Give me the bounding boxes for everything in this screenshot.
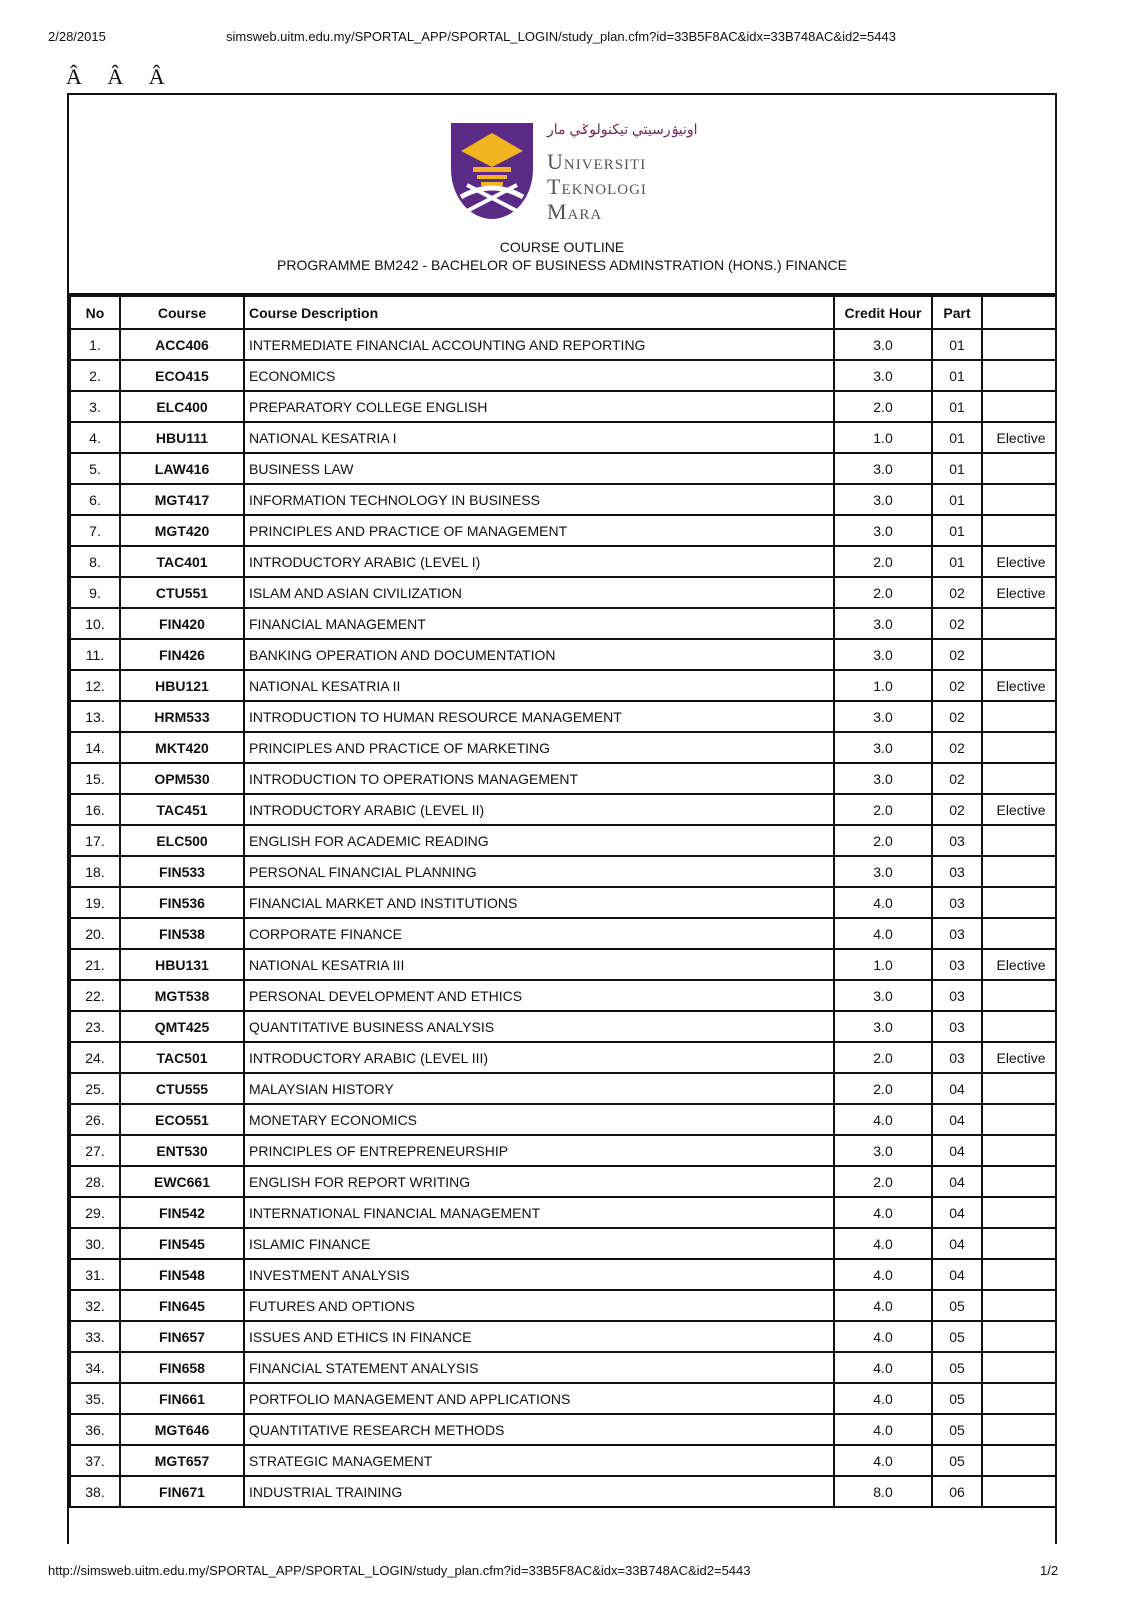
row-description: ENGLISH FOR ACADEMIC READING (244, 825, 834, 856)
row-part: 01 (932, 391, 982, 422)
row-credit-hour: 2.0 (834, 1166, 932, 1197)
row-course-code: HRM533 (120, 701, 244, 732)
row-note (982, 701, 1057, 732)
row-part: 03 (932, 1042, 982, 1073)
row-note (982, 1228, 1057, 1259)
row-note (982, 329, 1057, 360)
row-note (982, 1073, 1057, 1104)
table-row (70, 422, 1057, 453)
row-description: ISLAMIC FINANCE (244, 1228, 834, 1259)
row-description: BANKING OPERATION AND DOCUMENTATION (244, 639, 834, 670)
uitm-crest-icon (447, 119, 537, 221)
row-note: Elective (982, 1042, 1057, 1073)
row-no: 21. (70, 949, 120, 980)
row-course-code: FIN645 (120, 1290, 244, 1321)
header-part: Part (932, 296, 982, 329)
page-number: 1/2 (1040, 1563, 1059, 1578)
row-course-code: FIN658 (120, 1352, 244, 1383)
row-note (982, 515, 1057, 546)
table-row (70, 453, 1057, 484)
table-row (70, 1414, 1057, 1445)
row-credit-hour: 3.0 (834, 763, 932, 794)
row-course-code: FIN533 (120, 856, 244, 887)
row-course-code: MGT657 (120, 1445, 244, 1476)
row-description: MALAYSIAN HISTORY (244, 1073, 834, 1104)
row-description: ISLAM AND ASIAN CIVILIZATION (244, 577, 834, 608)
row-no: 15. (70, 763, 120, 794)
header-course: Course (120, 296, 244, 329)
row-course-code: CTU555 (120, 1073, 244, 1104)
row-note (982, 391, 1057, 422)
row-part: 06 (932, 1476, 982, 1507)
row-no: 2. (70, 360, 120, 391)
row-course-code: FIN548 (120, 1259, 244, 1290)
row-credit-hour: 2.0 (834, 577, 932, 608)
table-row (70, 329, 1057, 360)
table-row (70, 484, 1057, 515)
row-course-code: FIN538 (120, 918, 244, 949)
row-no: 13. (70, 701, 120, 732)
row-description: PERSONAL FINANCIAL PLANNING (244, 856, 834, 887)
table-row (70, 1166, 1057, 1197)
row-part: 03 (932, 949, 982, 980)
row-credit-hour: 4.0 (834, 918, 932, 949)
row-no: 5. (70, 453, 120, 484)
jawi-script-logo: اونيۏرسيتي تيكنولوݢي مار (547, 121, 698, 137)
row-note (982, 484, 1057, 515)
row-part: 03 (932, 1011, 982, 1042)
row-description: INTRODUCTION TO HUMAN RESOURCE MANAGEMENT (244, 701, 834, 732)
row-part: 02 (932, 670, 982, 701)
row-no: 20. (70, 918, 120, 949)
row-course-code: EWC661 (120, 1166, 244, 1197)
row-description: ENGLISH FOR REPORT WRITING (244, 1166, 834, 1197)
row-course-code: ECO415 (120, 360, 244, 391)
table-row (70, 1321, 1057, 1352)
programme-title: PROGRAMME BM242 - BACHELOR OF BUSINESS ADMINSTRATION (HONS.) FINANCE (277, 257, 847, 273)
table-row (70, 1197, 1057, 1228)
table-row (70, 1445, 1057, 1476)
row-credit-hour: 2.0 (834, 391, 932, 422)
row-part: 04 (932, 1104, 982, 1135)
table-row (70, 608, 1057, 639)
table-row (70, 515, 1057, 546)
row-course-code: MGT417 (120, 484, 244, 515)
row-credit-hour: 1.0 (834, 670, 932, 701)
row-note: Elective (982, 794, 1057, 825)
row-course-code: MKT420 (120, 732, 244, 763)
row-part: 04 (932, 1259, 982, 1290)
course-table (69, 295, 1057, 1508)
row-course-code: ELC400 (120, 391, 244, 422)
row-course-code: OPM530 (120, 763, 244, 794)
row-course-code: FIN536 (120, 887, 244, 918)
row-no: 18. (70, 856, 120, 887)
row-part: 02 (932, 577, 982, 608)
row-part: 01 (932, 422, 982, 453)
row-note (982, 1414, 1057, 1445)
row-description: FINANCIAL STATEMENT ANALYSIS (244, 1352, 834, 1383)
course-outline-frame (67, 93, 1057, 1544)
row-credit-hour: 4.0 (834, 1383, 932, 1414)
row-description: FUTURES AND OPTIONS (244, 1290, 834, 1321)
table-row (70, 670, 1057, 701)
row-description: INTERMEDIATE FINANCIAL ACCOUNTING AND REPORTING (244, 329, 834, 360)
row-part: 04 (932, 1135, 982, 1166)
table-row (70, 1259, 1057, 1290)
row-note: Elective (982, 422, 1057, 453)
logo-wordmark: Universiti Teknologi Mara (547, 149, 647, 224)
row-note (982, 980, 1057, 1011)
row-course-code: TAC401 (120, 546, 244, 577)
row-course-code: HBU131 (120, 949, 244, 980)
row-credit-hour: 4.0 (834, 1352, 932, 1383)
print-url-header: simsweb.uitm.edu.my/SPORTAL_APP/SPORTAL_LOGIN/study_plan.cfm?id=33B5F8AC&idx=33B748AC&id2=5443 (226, 29, 896, 44)
row-no: 33. (70, 1321, 120, 1352)
row-no: 29. (70, 1197, 120, 1228)
row-part: 01 (932, 484, 982, 515)
table-row (70, 1073, 1057, 1104)
row-credit-hour: 8.0 (834, 1476, 932, 1507)
table-row (70, 980, 1057, 1011)
row-note (982, 732, 1057, 763)
row-credit-hour: 4.0 (834, 887, 932, 918)
row-part: 02 (932, 608, 982, 639)
table-row (70, 949, 1057, 980)
row-note (982, 360, 1057, 391)
row-description: FINANCIAL MARKET AND INSTITUTIONS (244, 887, 834, 918)
row-description: MONETARY ECONOMICS (244, 1104, 834, 1135)
row-no: 28. (70, 1166, 120, 1197)
header-extra (982, 296, 1057, 329)
row-part: 01 (932, 546, 982, 577)
row-note (982, 825, 1057, 856)
row-note (982, 918, 1057, 949)
row-part: 01 (932, 360, 982, 391)
row-no: 17. (70, 825, 120, 856)
row-description: ISSUES AND ETHICS IN FINANCE (244, 1321, 834, 1352)
row-description: INDUSTRIAL TRAINING (244, 1476, 834, 1507)
row-part: 01 (932, 515, 982, 546)
row-note: Elective (982, 577, 1057, 608)
row-description: NATIONAL KESATRIA II (244, 670, 834, 701)
row-course-code: MGT646 (120, 1414, 244, 1445)
row-no: 3. (70, 391, 120, 422)
row-note (982, 1352, 1057, 1383)
row-part: 04 (932, 1197, 982, 1228)
row-no: 6. (70, 484, 120, 515)
table-row (70, 1476, 1057, 1507)
row-description: FINANCIAL MANAGEMENT (244, 608, 834, 639)
row-note (982, 1290, 1057, 1321)
header-credit-hour: Credit Hour (834, 296, 932, 329)
row-note (982, 639, 1057, 670)
row-course-code: FIN545 (120, 1228, 244, 1259)
row-course-code: FIN420 (120, 608, 244, 639)
row-note (982, 1321, 1057, 1352)
row-note (982, 763, 1057, 794)
row-no: 26. (70, 1104, 120, 1135)
row-credit-hour: 3.0 (834, 329, 932, 360)
row-note (982, 1135, 1057, 1166)
row-no: 19. (70, 887, 120, 918)
row-course-code: TAC501 (120, 1042, 244, 1073)
row-credit-hour: 1.0 (834, 422, 932, 453)
row-no: 35. (70, 1383, 120, 1414)
table-row (70, 887, 1057, 918)
row-description: INFORMATION TECHNOLOGY IN BUSINESS (244, 484, 834, 515)
row-credit-hour: 4.0 (834, 1445, 932, 1476)
row-part: 04 (932, 1228, 982, 1259)
row-course-code: ELC500 (120, 825, 244, 856)
row-course-code: MGT420 (120, 515, 244, 546)
row-part: 04 (932, 1073, 982, 1104)
row-description: PERSONAL DEVELOPMENT AND ETHICS (244, 980, 834, 1011)
garbled-characters: Â Â Â (66, 64, 175, 89)
row-credit-hour: 3.0 (834, 639, 932, 670)
row-credit-hour: 2.0 (834, 825, 932, 856)
row-part: 03 (932, 918, 982, 949)
row-part: 05 (932, 1445, 982, 1476)
row-part: 05 (932, 1352, 982, 1383)
row-description: INVESTMENT ANALYSIS (244, 1259, 834, 1290)
row-credit-hour: 3.0 (834, 732, 932, 763)
row-no: 8. (70, 546, 120, 577)
row-no: 1. (70, 329, 120, 360)
table-row (70, 360, 1057, 391)
row-description: INTRODUCTORY ARABIC (LEVEL III) (244, 1042, 834, 1073)
table-row (70, 701, 1057, 732)
row-part: 02 (932, 732, 982, 763)
row-description: STRATEGIC MANAGEMENT (244, 1445, 834, 1476)
row-note (982, 1104, 1057, 1135)
row-note: Elective (982, 949, 1057, 980)
row-credit-hour: 3.0 (834, 1011, 932, 1042)
row-part: 01 (932, 453, 982, 484)
table-row (70, 1011, 1057, 1042)
row-credit-hour: 2.0 (834, 1073, 932, 1104)
table-row (70, 1228, 1057, 1259)
row-description: PORTFOLIO MANAGEMENT AND APPLICATIONS (244, 1383, 834, 1414)
table-row (70, 794, 1057, 825)
row-no: 32. (70, 1290, 120, 1321)
row-part: 05 (932, 1414, 982, 1445)
row-credit-hour: 4.0 (834, 1104, 932, 1135)
row-description: PRINCIPLES AND PRACTICE OF MANAGEMENT (244, 515, 834, 546)
row-part: 03 (932, 825, 982, 856)
row-course-code: CTU551 (120, 577, 244, 608)
row-course-code: FIN657 (120, 1321, 244, 1352)
row-no: 38. (70, 1476, 120, 1507)
header-description: Course Description (244, 296, 834, 329)
row-part: 03 (932, 887, 982, 918)
row-credit-hour: 2.0 (834, 1042, 932, 1073)
row-description: BUSINESS LAW (244, 453, 834, 484)
table-row (70, 825, 1057, 856)
row-no: 22. (70, 980, 120, 1011)
row-note (982, 1259, 1057, 1290)
row-description: INTRODUCTORY ARABIC (LEVEL I) (244, 546, 834, 577)
row-no: 4. (70, 422, 120, 453)
row-credit-hour: 3.0 (834, 360, 932, 391)
uitm-logo (447, 119, 707, 223)
row-description: INTRODUCTION TO OPERATIONS MANAGEMENT (244, 763, 834, 794)
row-credit-hour: 4.0 (834, 1321, 932, 1352)
row-course-code: HBU111 (120, 422, 244, 453)
row-part: 02 (932, 639, 982, 670)
table-row (70, 1104, 1057, 1135)
table-row (70, 546, 1057, 577)
row-course-code: FIN671 (120, 1476, 244, 1507)
row-course-code: FIN542 (120, 1197, 244, 1228)
row-credit-hour: 1.0 (834, 949, 932, 980)
row-credit-hour: 3.0 (834, 1135, 932, 1166)
row-description: INTRODUCTORY ARABIC (LEVEL II) (244, 794, 834, 825)
row-description: NATIONAL KESATRIA I (244, 422, 834, 453)
row-credit-hour: 3.0 (834, 856, 932, 887)
row-no: 27. (70, 1135, 120, 1166)
row-no: 31. (70, 1259, 120, 1290)
row-no: 25. (70, 1073, 120, 1104)
row-note (982, 453, 1057, 484)
table-row (70, 856, 1057, 887)
row-credit-hour: 3.0 (834, 515, 932, 546)
row-no: 37. (70, 1445, 120, 1476)
row-credit-hour: 2.0 (834, 794, 932, 825)
row-part: 05 (932, 1383, 982, 1414)
row-course-code: QMT425 (120, 1011, 244, 1042)
header-no: No (70, 296, 120, 329)
row-description: PRINCIPLES OF ENTREPRENEURSHIP (244, 1135, 834, 1166)
table-row (70, 639, 1057, 670)
row-no: 14. (70, 732, 120, 763)
row-part: 03 (932, 980, 982, 1011)
row-description: QUANTITATIVE RESEARCH METHODS (244, 1414, 834, 1445)
row-note (982, 608, 1057, 639)
row-credit-hour: 2.0 (834, 546, 932, 577)
row-course-code: ECO551 (120, 1104, 244, 1135)
row-description: CORPORATE FINANCE (244, 918, 834, 949)
row-part: 02 (932, 701, 982, 732)
row-course-code: ACC406 (120, 329, 244, 360)
row-course-code: HBU121 (120, 670, 244, 701)
row-course-code: FIN661 (120, 1383, 244, 1414)
row-note (982, 856, 1057, 887)
row-course-code: FIN426 (120, 639, 244, 670)
table-row (70, 918, 1057, 949)
row-no: 12. (70, 670, 120, 701)
row-part: 02 (932, 763, 982, 794)
row-no: 23. (70, 1011, 120, 1042)
row-note (982, 887, 1057, 918)
row-course-code: ENT530 (120, 1135, 244, 1166)
outline-title: COURSE OUTLINE (499, 239, 625, 255)
row-no: 36. (70, 1414, 120, 1445)
table-row (70, 732, 1057, 763)
table-header-row (70, 296, 1057, 329)
row-part: 01 (932, 329, 982, 360)
table-row (70, 763, 1057, 794)
row-credit-hour: 4.0 (834, 1414, 932, 1445)
table-row (70, 391, 1057, 422)
row-no: 24. (70, 1042, 120, 1073)
row-part: 04 (932, 1166, 982, 1197)
row-credit-hour: 3.0 (834, 701, 932, 732)
table-row (70, 1352, 1057, 1383)
row-no: 10. (70, 608, 120, 639)
row-part: 05 (932, 1321, 982, 1352)
row-description: PREPARATORY COLLEGE ENGLISH (244, 391, 834, 422)
table-row (70, 1042, 1057, 1073)
table-row (70, 1383, 1057, 1414)
row-credit-hour: 4.0 (834, 1290, 932, 1321)
row-course-code: MGT538 (120, 980, 244, 1011)
row-note (982, 1445, 1057, 1476)
print-date: 2/28/2015 (48, 29, 106, 44)
row-credit-hour: 3.0 (834, 608, 932, 639)
row-credit-hour: 3.0 (834, 484, 932, 515)
row-course-code: LAW416 (120, 453, 244, 484)
course-rows (70, 329, 1057, 1507)
row-note (982, 1166, 1057, 1197)
row-no: 7. (70, 515, 120, 546)
row-description: QUANTITATIVE BUSINESS ANALYSIS (244, 1011, 834, 1042)
row-credit-hour: 4.0 (834, 1259, 932, 1290)
row-note (982, 1383, 1057, 1414)
row-no: 9. (70, 577, 120, 608)
table-row (70, 1135, 1057, 1166)
row-part: 05 (932, 1290, 982, 1321)
table-row (70, 1290, 1057, 1321)
row-part: 02 (932, 794, 982, 825)
row-credit-hour: 4.0 (834, 1228, 932, 1259)
row-description: ECONOMICS (244, 360, 834, 391)
row-credit-hour: 3.0 (834, 453, 932, 484)
row-note: Elective (982, 670, 1057, 701)
title-box (69, 95, 1055, 295)
row-note (982, 1476, 1057, 1507)
row-credit-hour: 3.0 (834, 980, 932, 1011)
table-row (70, 577, 1057, 608)
row-note (982, 1011, 1057, 1042)
row-description: NATIONAL KESATRIA III (244, 949, 834, 980)
row-no: 11. (70, 639, 120, 670)
row-no: 34. (70, 1352, 120, 1383)
row-no: 30. (70, 1228, 120, 1259)
row-description: INTERNATIONAL FINANCIAL MANAGEMENT (244, 1197, 834, 1228)
row-note: Elective (982, 546, 1057, 577)
row-part: 03 (932, 856, 982, 887)
print-url-footer: http://simsweb.uitm.edu.my/SPORTAL_APP/SPORTAL_LOGIN/study_plan.cfm?id=33B5F8AC&idx=33B748AC&id2=5443 (48, 1563, 751, 1578)
row-description: PRINCIPLES AND PRACTICE OF MARKETING (244, 732, 834, 763)
row-credit-hour: 4.0 (834, 1197, 932, 1228)
row-course-code: TAC451 (120, 794, 244, 825)
row-no: 16. (70, 794, 120, 825)
row-note (982, 1197, 1057, 1228)
